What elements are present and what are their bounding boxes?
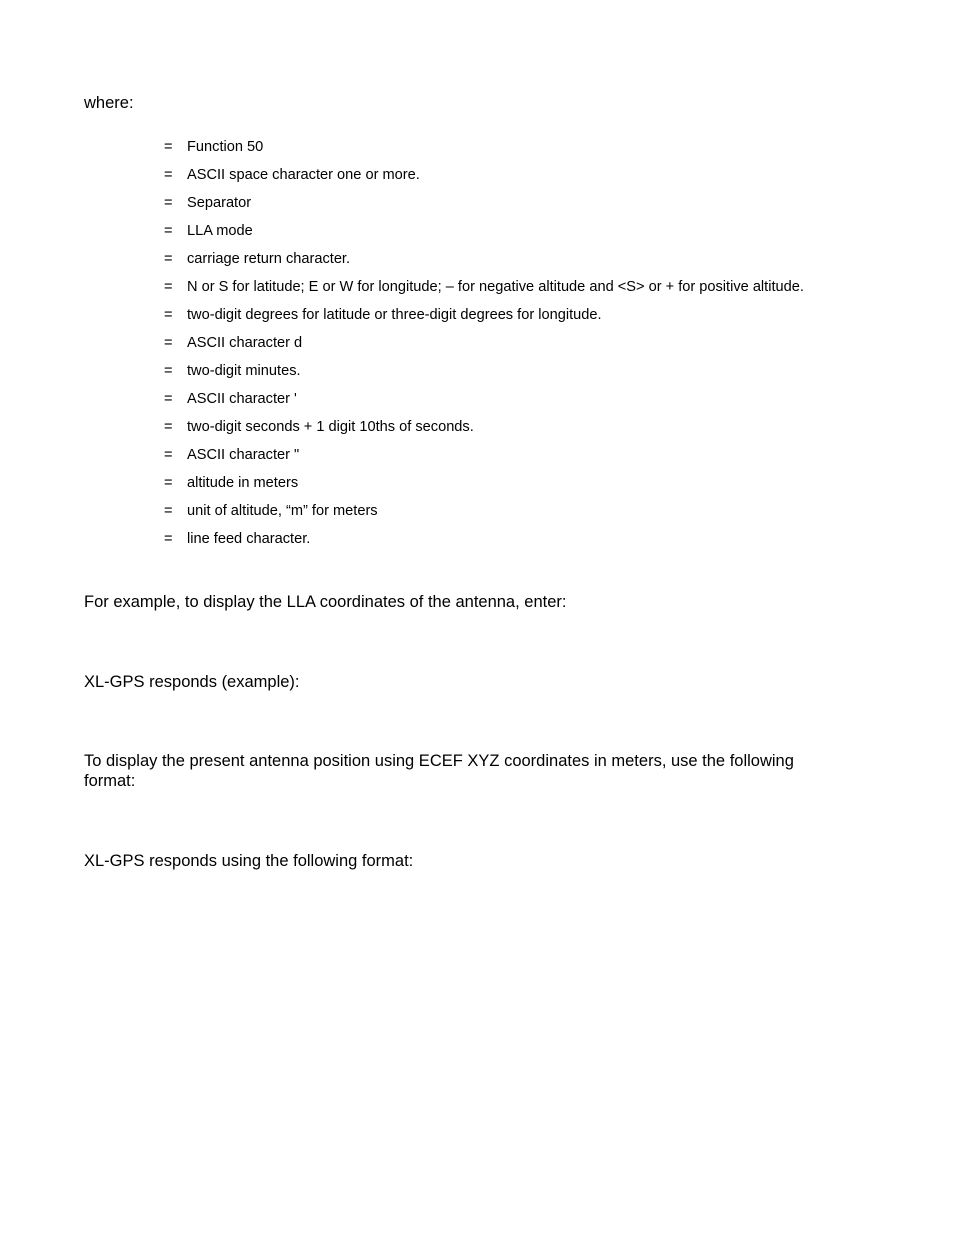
- definition-text: line feed character.: [187, 531, 311, 547]
- definition-row: [164, 221, 804, 249]
- definition-row: [164, 389, 804, 417]
- definition-text: altitude in meters: [187, 475, 299, 491]
- definition-text: LLA mode: [187, 223, 253, 239]
- definition-text: ASCII character d: [187, 335, 303, 351]
- definition-text: two-digit minutes.: [187, 363, 301, 379]
- definition-row: [164, 445, 804, 473]
- equals-sign: =: [164, 391, 173, 407]
- equals-sign: =: [164, 251, 173, 267]
- definition-text: unit of altitude, “m” for meters: [187, 503, 378, 519]
- equals-sign: =: [164, 447, 173, 463]
- definition-row: [164, 137, 804, 165]
- definition-row: [164, 529, 804, 557]
- definition-row: [164, 361, 804, 389]
- definition-text: two-digit degrees for latitude or three-digit degrees for longitude.: [187, 307, 602, 323]
- definition-row: [164, 417, 804, 445]
- definition-text: ASCII space character one or more.: [187, 167, 420, 183]
- definition-text: ASCII character ': [187, 391, 297, 407]
- definition-row: [164, 165, 804, 193]
- definition-text: two-digit seconds + 1 digit 10ths of seconds.: [187, 419, 474, 435]
- equals-sign: =: [164, 503, 173, 519]
- definition-text: carriage return character.: [187, 251, 351, 267]
- definition-row: [164, 333, 804, 361]
- definition-row: [164, 473, 804, 501]
- ecef-paragraph: To display the present antenna position using ECEF XYZ coordinates in meters, use the following format:: [84, 752, 794, 790]
- definition-text: Function 50: [187, 139, 264, 155]
- definition-row: [164, 193, 804, 221]
- responds-example-paragraph: XL-GPS responds (example):: [84, 673, 300, 691]
- equals-sign: =: [164, 139, 173, 155]
- equals-sign: =: [164, 167, 173, 183]
- equals-sign: =: [164, 307, 173, 323]
- responds-format-paragraph: XL-GPS responds using the following format:: [84, 852, 414, 870]
- equals-sign: =: [164, 419, 173, 435]
- intro-text: where:: [84, 94, 134, 112]
- definition-text: N or S for latitude; E or W for longitude; – for negative altitude and <S> or + for positive altitude.: [187, 279, 804, 295]
- equals-sign: =: [164, 223, 173, 239]
- equals-sign: =: [164, 363, 173, 379]
- definition-text: Separator: [187, 195, 252, 211]
- definition-text: ASCII character ": [187, 447, 300, 463]
- definition-row: [164, 501, 804, 529]
- definition-row: [164, 277, 804, 305]
- equals-sign: =: [164, 335, 173, 351]
- equals-sign: =: [164, 195, 173, 211]
- definition-row: [164, 249, 804, 277]
- equals-sign: =: [164, 475, 173, 491]
- definition-row: [164, 305, 804, 333]
- definition-list: [164, 137, 804, 557]
- example-paragraph: For example, to display the LLA coordinates of the antenna, enter:: [84, 593, 567, 611]
- equals-sign: =: [164, 279, 173, 295]
- equals-sign: =: [164, 531, 173, 547]
